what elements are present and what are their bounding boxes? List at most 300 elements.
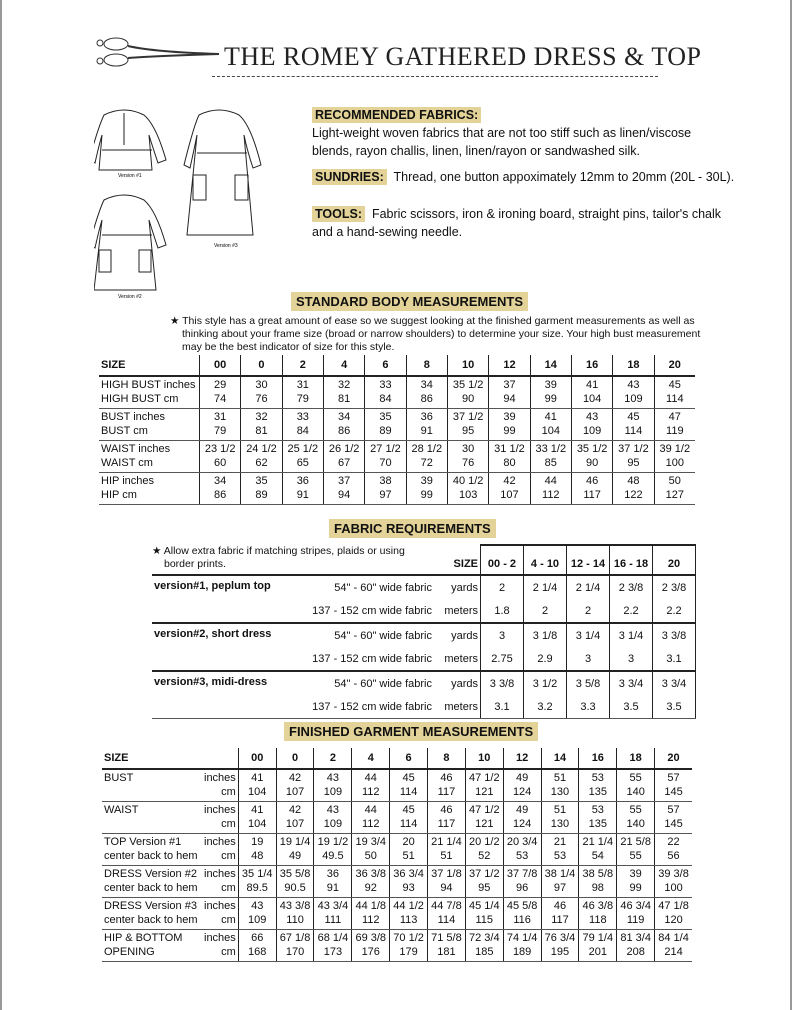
unit-label: cm <box>202 945 238 962</box>
measurement-cell: 111 <box>314 913 352 930</box>
measurement-cell: 36 3/8 <box>352 866 390 882</box>
row-label: DRESS Version #3 <box>104 900 197 912</box>
size-label: SIZE <box>102 748 238 769</box>
measurement-cell: 74 <box>200 392 241 409</box>
size-header: 12 <box>489 355 530 376</box>
fabric-amount: 3.3 <box>567 695 610 719</box>
measurement-cell: 79 <box>282 392 323 409</box>
measurement-cell: 89 <box>241 488 282 505</box>
row-label <box>102 785 202 802</box>
measurement-cell: 104 <box>530 424 571 441</box>
size-header: 16 - 18 <box>610 545 653 575</box>
row-label: HIGH BUST inches <box>101 379 196 391</box>
measurement-cell: 100 <box>655 881 692 898</box>
measurement-cell: 40 1/2 <box>447 473 488 489</box>
measurement-cell: 39 <box>617 866 655 882</box>
unit-label: inches <box>204 868 236 880</box>
measurement-cell: 32 <box>241 409 282 425</box>
measurement-cell: 33 1/2 <box>530 441 571 457</box>
measurement-cell: 48 <box>613 473 654 489</box>
measurement-cell: 34 <box>406 376 447 392</box>
measurement-cell: 45 1/4 <box>465 898 503 914</box>
measurement-cell: 35 1/4 <box>238 866 276 882</box>
fabric-width-label: 137 - 152 cm wide fabric <box>300 599 434 623</box>
recommended-fabrics <box>312 106 732 160</box>
size-header: 18 <box>617 748 655 769</box>
measurement-cell: 114 <box>390 785 428 802</box>
version2-dress-drawing <box>94 195 166 290</box>
title-divider <box>212 76 658 77</box>
measurement-cell: 60 <box>200 456 241 473</box>
measurement-cell: 36 3/4 <box>390 866 428 882</box>
size-header: 12 - 14 <box>567 545 610 575</box>
measurement-cell: 39 <box>489 409 530 425</box>
table-row <box>102 881 692 898</box>
measurement-cell: 117 <box>428 817 466 834</box>
fabric-amount: 3 3/8 <box>481 671 524 695</box>
table-row <box>102 849 692 866</box>
fabric-width-label: 54" - 60" wide fabric <box>334 677 432 690</box>
measurement-cell: 117 <box>428 785 466 802</box>
measurement-cell: 24 1/2 <box>241 441 282 457</box>
row-label: WAIST inches <box>101 443 171 455</box>
measurement-cell: 145 <box>655 785 692 802</box>
measurement-cell: 35 1/2 <box>571 441 612 457</box>
measurement-cell: 95 <box>465 881 503 898</box>
measurement-cell: 42 <box>276 769 314 785</box>
measurement-cell: 19 1/4 <box>276 834 314 850</box>
measurement-cell: 45 <box>390 769 428 785</box>
fabric-amount: 3 3/4 <box>653 671 696 695</box>
measurement-cell: 85 <box>530 456 571 473</box>
measurement-cell: 93 <box>390 881 428 898</box>
size-header: 12 <box>503 748 541 769</box>
fabric-amount: 3 1/4 <box>610 623 653 647</box>
measurement-cell: 43 <box>613 376 654 392</box>
fabric-amount: 2 1/4 <box>524 575 567 599</box>
table-row <box>102 769 692 785</box>
measurement-cell: 23 1/2 <box>200 441 241 457</box>
measurement-cell: 55 <box>617 849 655 866</box>
measurement-cell: 109 <box>314 785 352 802</box>
measurement-cell: 46 <box>571 473 612 489</box>
table-row <box>99 441 695 457</box>
measurement-cell: 119 <box>617 913 655 930</box>
measurement-cell: 86 <box>200 488 241 505</box>
unit-label: inches <box>204 836 236 848</box>
measurement-cell: 44 <box>352 769 390 785</box>
row-label: center back to hem <box>102 913 202 930</box>
measurement-cell: 25 1/2 <box>282 441 323 457</box>
measurement-cell: 66 <box>238 930 276 946</box>
size-header-row <box>152 545 696 575</box>
measurement-cell: 70 1/2 <box>390 930 428 946</box>
measurement-cell: 124 <box>503 817 541 834</box>
measurement-cell: 41 <box>571 376 612 392</box>
size-header: 20 <box>653 545 696 575</box>
measurement-cell: 43 <box>314 802 352 818</box>
measurement-cell: 145 <box>655 817 692 834</box>
measurement-cell: 84 <box>282 424 323 441</box>
size-header: 8 <box>406 355 447 376</box>
measurement-cell: 114 <box>654 392 695 409</box>
measurement-cell: 90 <box>571 456 612 473</box>
measurement-cell: 21 <box>541 834 579 850</box>
size-header: 0 <box>241 355 282 376</box>
measurement-cell: 51 <box>390 849 428 866</box>
measurement-cell: 46 <box>428 802 466 818</box>
measurement-cell: 35 5/8 <box>276 866 314 882</box>
measurement-cell: 107 <box>276 817 314 834</box>
measurement-cell: 44 1/8 <box>352 898 390 914</box>
measurement-cell: 115 <box>465 913 503 930</box>
fabric-amount: 2 <box>524 599 567 623</box>
size-header-row <box>102 748 692 769</box>
measurement-cell: 34 <box>200 473 241 489</box>
measurement-cell: 45 <box>613 409 654 425</box>
table-row <box>152 671 696 695</box>
measurement-cell: 67 1/8 <box>276 930 314 946</box>
measurement-cell: 94 <box>489 392 530 409</box>
measurement-cell: 109 <box>613 392 654 409</box>
fabric-width-label: meters <box>434 695 481 719</box>
measurement-cell: 110 <box>276 913 314 930</box>
fabric-amount: 3 5/8 <box>567 671 610 695</box>
measurement-cell: 107 <box>276 785 314 802</box>
measurement-cell: 91 <box>406 424 447 441</box>
measurement-cell: 79 1/4 <box>579 930 617 946</box>
measurement-cell: 21 1/4 <box>428 834 466 850</box>
fabric-width-label: 137 - 152 cm wide fabric <box>300 695 434 719</box>
unit-label: inches <box>204 804 236 816</box>
measurement-cell: 36 <box>406 409 447 425</box>
measurement-cell: 53 <box>579 769 617 785</box>
measurement-cell: 179 <box>390 945 428 962</box>
measurement-cell: 91 <box>314 881 352 898</box>
measurement-cell: 112 <box>352 817 390 834</box>
measurement-cell: 42 <box>489 473 530 489</box>
measurement-cell: 49 <box>503 769 541 785</box>
measurement-cell: 97 <box>541 881 579 898</box>
measurement-cell: 38 5/8 <box>579 866 617 882</box>
table-row <box>102 785 692 802</box>
measurement-cell: 43 <box>238 898 276 914</box>
size-header: 8 <box>428 748 466 769</box>
fabric-amount: 1.8 <box>481 599 524 623</box>
measurement-cell: 95 <box>613 456 654 473</box>
fabric-width-label: 137 - 152 cm wide fabric <box>300 647 434 671</box>
measurement-cell: 37 1/8 <box>428 866 466 882</box>
measurement-cell: 120 <box>655 913 692 930</box>
measurement-cell: 35 1/2 <box>447 376 488 392</box>
measurement-cell: 46 <box>428 769 466 785</box>
size-header: 00 - 2 <box>481 545 524 575</box>
page-title: THE ROMEY GATHERED DRESS & TOP <box>224 42 702 71</box>
finished-measurements-heading: FINISHED GARMENT MEASUREMENTS <box>284 722 538 741</box>
table-row <box>152 623 696 647</box>
measurement-cell: 90 <box>447 392 488 409</box>
measurement-cell: 36 <box>314 866 352 882</box>
version-label <box>152 695 300 719</box>
measurement-cell: 57 <box>655 802 692 818</box>
measurement-cell: 34 <box>323 409 364 425</box>
measurement-cell: 109 <box>238 913 276 930</box>
measurement-cell: 114 <box>613 424 654 441</box>
measurement-cell: 46 3/4 <box>617 898 655 914</box>
measurement-cell: 68 1/4 <box>314 930 352 946</box>
measurement-cell: 104 <box>238 817 276 834</box>
fabrics-label: RECOMMENDED FABRICS: <box>312 107 481 123</box>
size-header-row <box>99 355 695 376</box>
measurement-cell: 185 <box>465 945 503 962</box>
row-label: BUST inches <box>101 411 165 423</box>
measurement-cell: 189 <box>503 945 541 962</box>
table-row <box>102 945 692 962</box>
measurement-cell: 124 <box>503 785 541 802</box>
measurement-cell: 70 <box>365 456 406 473</box>
measurement-cell: 49.5 <box>314 849 352 866</box>
measurement-cell: 19 <box>238 834 276 850</box>
measurement-cell: 127 <box>654 488 695 505</box>
unit-label: inches <box>204 772 236 784</box>
measurement-cell: 44 <box>530 473 571 489</box>
size-header: 2 <box>314 748 352 769</box>
measurement-cell: 20 <box>390 834 428 850</box>
measurement-cell: 21 1/4 <box>579 834 617 850</box>
fabric-amount: 3.5 <box>653 695 696 719</box>
unit-label: cm <box>202 817 238 834</box>
size-header: 6 <box>390 748 428 769</box>
size-header: 16 <box>571 355 612 376</box>
unit-label: cm <box>202 913 238 930</box>
fabric-amount: 2.2 <box>610 599 653 623</box>
size-label: SIZE <box>99 355 200 376</box>
measurement-cell: 51 <box>541 769 579 785</box>
measurement-cell: 39 <box>530 376 571 392</box>
measurement-cell: 112 <box>530 488 571 505</box>
measurement-cell: 29 <box>200 376 241 392</box>
fabric-amount: 3 3/4 <box>610 671 653 695</box>
measurement-cell: 122 <box>613 488 654 505</box>
row-label: WAIST <box>104 804 139 816</box>
row-label: BUST <box>104 772 134 784</box>
measurement-cell: 67 <box>323 456 364 473</box>
measurement-cell: 97 <box>365 488 406 505</box>
measurement-cell: 47 <box>654 409 695 425</box>
fabrics-text: Light-weight woven fabrics that are not too stiff such as linen/viscose blends, rayon challis, linen, linen/rayon or sandwashed silk. <box>312 126 692 158</box>
finished-measurements-table <box>102 748 692 962</box>
measurement-cell: 81 <box>323 392 364 409</box>
version2-caption: Version #2 <box>118 294 142 300</box>
measurement-cell: 121 <box>465 817 503 834</box>
sundries-text: Thread, one button appoximately 12mm to 20mm (20L - 30L). <box>393 170 735 184</box>
measurement-cell: 113 <box>390 913 428 930</box>
fabric-width-label: 54" - 60" wide fabric <box>334 629 432 642</box>
measurement-cell: 112 <box>352 785 390 802</box>
measurement-cell: 109 <box>314 817 352 834</box>
sundries-label: SUNDRIES: <box>312 169 387 185</box>
table-row <box>102 913 692 930</box>
measurement-cell: 56 <box>655 849 692 866</box>
measurement-cell: 48 <box>238 849 276 866</box>
measurement-cell: 104 <box>571 392 612 409</box>
table-row <box>152 599 696 623</box>
measurement-cell: 39 1/2 <box>654 441 695 457</box>
measurement-cell: 35 <box>241 473 282 489</box>
measurement-cell: 135 <box>579 817 617 834</box>
table-row <box>102 898 692 914</box>
measurement-cell: 140 <box>617 785 655 802</box>
measurement-cell: 69 3/8 <box>352 930 390 946</box>
measurement-cell: 45 <box>390 802 428 818</box>
row-label: center back to hem <box>102 849 202 866</box>
fabric-amount: 3 1/2 <box>524 671 567 695</box>
table-row <box>99 456 695 473</box>
fabric-amount: 3 1/8 <box>524 623 567 647</box>
measurement-cell: 19 1/2 <box>314 834 352 850</box>
measurement-cell: 44 1/2 <box>390 898 428 914</box>
size-header: 10 <box>447 355 488 376</box>
row-label: DRESS Version #2 <box>104 868 197 880</box>
measurement-cell: 37 7/8 <box>503 866 541 882</box>
measurement-cell: 53 <box>503 849 541 866</box>
measurement-cell: 39 3/8 <box>655 866 692 882</box>
size-header: 14 <box>541 748 579 769</box>
measurement-cell: 214 <box>655 945 692 962</box>
measurement-cell: 100 <box>654 456 695 473</box>
measurement-cell: 55 <box>617 769 655 785</box>
table-row <box>102 834 692 850</box>
measurement-cell: 46 <box>541 898 579 914</box>
unit-label: inches <box>204 900 236 912</box>
size-label: SIZE <box>434 545 481 575</box>
measurement-cell: 86 <box>406 392 447 409</box>
row-label: center back to hem <box>102 881 202 898</box>
measurement-cell: 116 <box>503 913 541 930</box>
fabric-note: ★ Allow extra fabric if matching stripes, plaids or using border prints. <box>152 545 434 575</box>
measurement-cell: 72 3/4 <box>465 930 503 946</box>
measurement-cell: 33 <box>282 409 323 425</box>
measurement-cell: 37 1/2 <box>447 409 488 425</box>
size-header: 10 <box>465 748 503 769</box>
measurement-cell: 130 <box>541 817 579 834</box>
unit-label: inches <box>204 932 236 944</box>
measurement-cell: 30 <box>241 376 282 392</box>
measurement-cell: 43 <box>314 769 352 785</box>
measurement-cell: 84 <box>365 392 406 409</box>
version-label <box>152 599 300 623</box>
measurement-cell: 42 <box>276 802 314 818</box>
measurement-cell: 103 <box>447 488 488 505</box>
measurement-cell: 41 <box>238 769 276 785</box>
fabric-width-label: 54" - 60" wide fabric <box>334 581 432 594</box>
table-row <box>152 647 696 671</box>
measurement-cell: 36 <box>282 473 323 489</box>
row-label: HIP cm <box>99 488 200 505</box>
table-row <box>152 695 696 719</box>
measurement-cell: 49 <box>503 802 541 818</box>
tools-label: TOOLS: <box>312 206 365 222</box>
table-row <box>99 488 695 505</box>
measurement-cell: 47 1/2 <box>465 802 503 818</box>
measurement-cell: 94 <box>428 881 466 898</box>
measurement-cell: 176 <box>352 945 390 962</box>
measurement-cell: 76 <box>447 456 488 473</box>
row-label: TOP Version #1 <box>104 836 182 848</box>
version3-caption: Version #3 <box>214 243 238 249</box>
measurement-cell: 94 <box>323 488 364 505</box>
measurement-cell: 20 1/2 <box>465 834 503 850</box>
measurement-cell: 98 <box>579 881 617 898</box>
measurement-cell: 37 1/2 <box>465 866 503 882</box>
measurement-cell: 99 <box>617 881 655 898</box>
row-label: HIP inches <box>101 475 154 487</box>
measurement-cell: 28 1/2 <box>406 441 447 457</box>
unit-label: cm <box>202 849 238 866</box>
measurement-cell: 47 1/2 <box>465 769 503 785</box>
measurement-cell: 62 <box>241 456 282 473</box>
measurement-cell: 38 1/4 <box>541 866 579 882</box>
measurement-cell: 27 1/2 <box>365 441 406 457</box>
size-header: 20 <box>655 748 692 769</box>
measurement-cell: 80 <box>489 456 530 473</box>
measurement-cell: 44 7/8 <box>428 898 466 914</box>
measurement-cell: 201 <box>579 945 617 962</box>
measurement-cell: 81 <box>241 424 282 441</box>
size-header: 2 <box>282 355 323 376</box>
fabric-amount: 2 <box>567 599 610 623</box>
fabric-note-text: Allow extra fabric if matching stripes, plaids or using border prints. <box>163 545 405 570</box>
fabric-amount: 2.75 <box>481 647 524 671</box>
measurement-cell: 43 <box>571 409 612 425</box>
measurement-cell: 35 <box>365 409 406 425</box>
table-row <box>99 392 695 409</box>
size-header: 4 - 10 <box>524 545 567 575</box>
measurement-cell: 55 <box>617 802 655 818</box>
version-label: version#2, short dress <box>154 628 272 640</box>
measurement-cell: 31 <box>200 409 241 425</box>
measurement-cell: 41 <box>530 409 571 425</box>
row-label: WAIST cm <box>99 456 200 473</box>
measurement-cell: 22 <box>655 834 692 850</box>
measurement-cell: 71 5/8 <box>428 930 466 946</box>
fabric-width-label: yards <box>451 629 478 642</box>
measurement-cell: 72 <box>406 456 447 473</box>
measurement-cell: 32 <box>323 376 364 392</box>
size-header: 20 <box>654 355 695 376</box>
fabric-amount: 2 3/8 <box>653 575 696 599</box>
measurement-cell: 95 <box>447 424 488 441</box>
measurement-cell: 45 <box>654 376 695 392</box>
measurement-cell: 33 <box>365 376 406 392</box>
fabric-amount: 3.1 <box>481 695 524 719</box>
measurement-cell: 99 <box>406 488 447 505</box>
row-label: HIP & BOTTOM <box>104 932 183 944</box>
table-row <box>102 930 692 946</box>
scissors-icon <box>94 34 224 74</box>
measurement-cell: 57 <box>655 769 692 785</box>
measurement-cell: 30 <box>447 441 488 457</box>
measurement-cell: 20 3/4 <box>503 834 541 850</box>
measurement-cell: 135 <box>579 785 617 802</box>
measurement-cell: 50 <box>352 849 390 866</box>
measurement-cell: 44 <box>352 802 390 818</box>
version1-top-drawing <box>94 110 166 170</box>
fabric-width-label: yards <box>451 581 478 594</box>
measurement-cell: 38 <box>365 473 406 489</box>
fabric-amount: 2 3/8 <box>610 575 653 599</box>
unit-label: cm <box>202 881 238 898</box>
